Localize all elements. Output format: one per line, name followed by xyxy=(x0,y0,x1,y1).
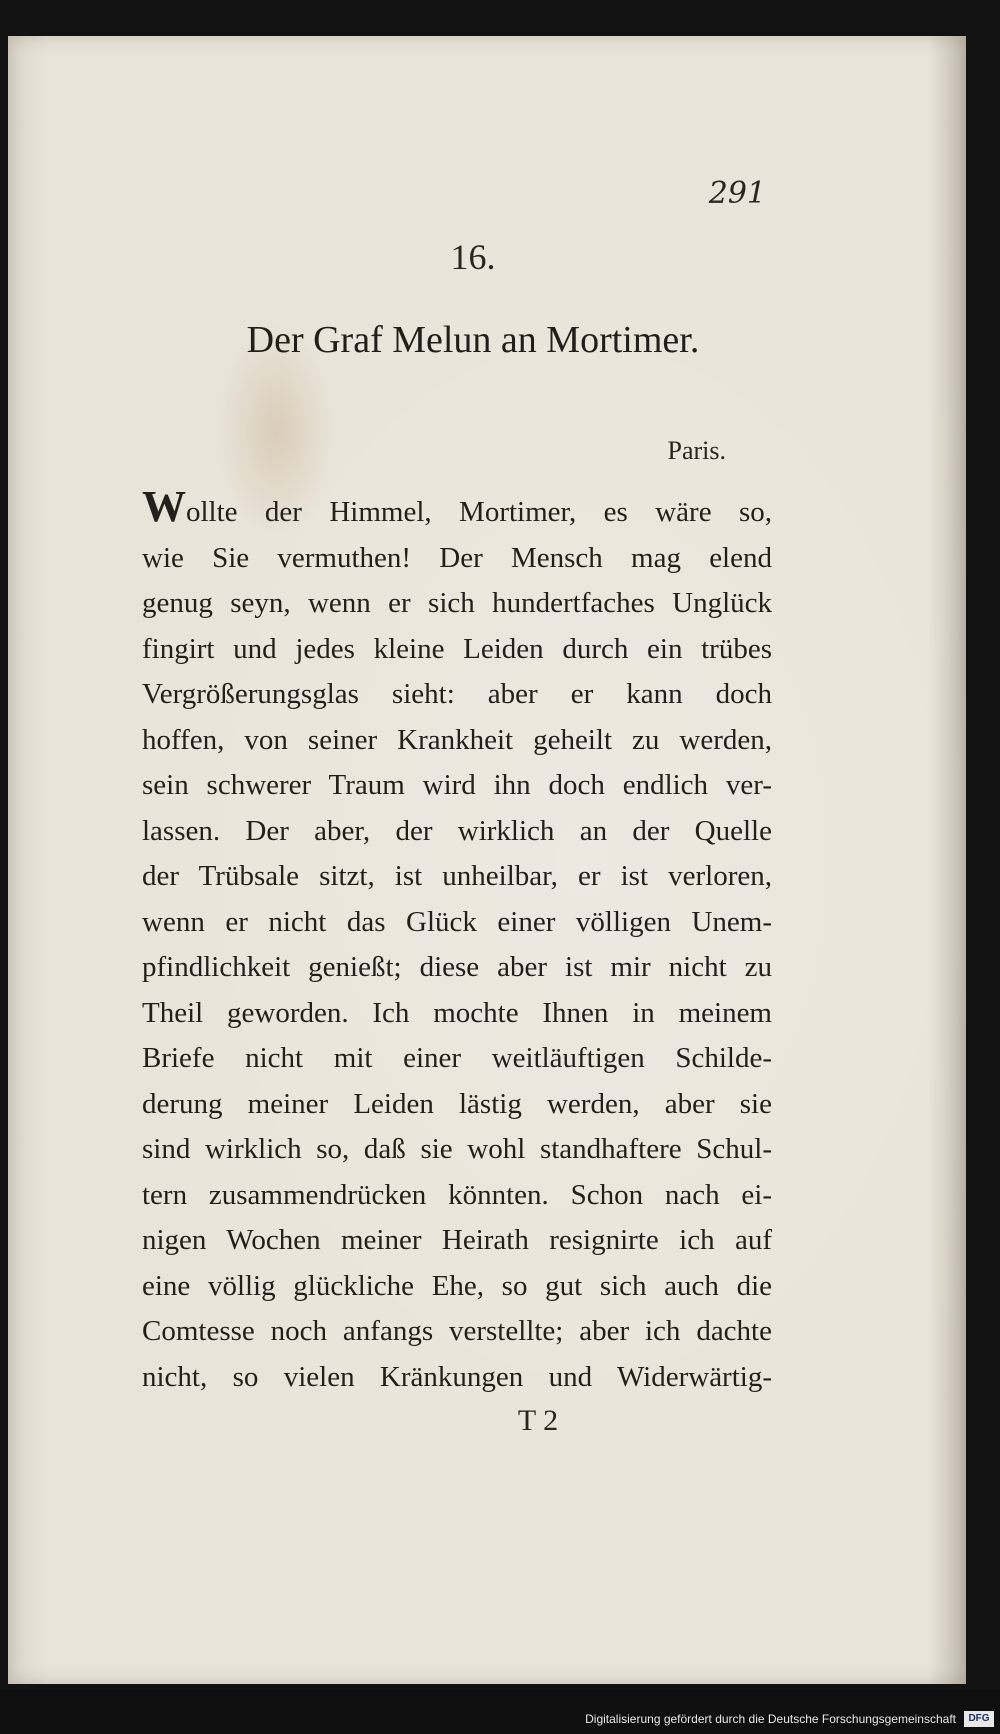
text-line: tern zusammendrücken könnten. Schon nach ei- xyxy=(142,1178,772,1211)
text-line: nigen Wochen meiner Heirath resignirte ich auf xyxy=(142,1224,772,1256)
text-line: Vergrößerungsglas sieht: aber er kann doch xyxy=(142,678,772,710)
text-line: pfindlichkeit genießt; diese aber ist mir nicht zu xyxy=(142,951,772,983)
text-line-content: ollte der Himmel, Mortimer, es wäre so, xyxy=(186,496,772,528)
text-line: Briefe nicht mit einer weitläuftigen Schilde- xyxy=(142,1042,772,1074)
text-line: der Trübsale sitzt, ist unheilbar, er ist verloren, xyxy=(142,860,772,892)
text-line: Comtesse noch anfangs verstellte; aber ich dachte xyxy=(142,1315,772,1347)
text-line: fingirt und jedes kleine Leiden durch ein trübes xyxy=(142,632,772,665)
text-line: wenn er nicht das Glück einer völligen Unem- xyxy=(142,905,772,938)
text-line: lassen. Der aber, der wirklich an der Quelle xyxy=(142,814,772,847)
funding-credit: Digitalisierung gefördert durch die Deutsche Forschungsgemeinschaft xyxy=(585,1712,956,1726)
dfg-logo: DFG xyxy=(964,1711,994,1727)
text-line: derung meiner Leiden lästig werden, aber sie xyxy=(142,1087,772,1120)
letter-heading: Der Graf Melun an Mortimer. xyxy=(246,319,700,361)
text-line: genug seyn, wenn er sich hundertfaches Unglück xyxy=(142,587,772,619)
drop-initial: W xyxy=(142,482,186,531)
book-page xyxy=(8,36,966,1684)
text-line: sein schwerer Traum wird ihn doch endlich ver- xyxy=(142,769,772,801)
text-line: wie Sie vermuthen! Der Mensch mag elend xyxy=(142,541,772,574)
signature-mark: T 2 xyxy=(517,1404,559,1437)
letter-place: Paris. xyxy=(667,436,726,465)
text-line: nicht, so vielen Kränkungen und Widerwärtig- xyxy=(142,1360,772,1393)
text-line xyxy=(142,484,772,536)
text-line: hoffen, von seiner Krankheit geheilt zu werden, xyxy=(142,723,772,756)
page-number: 291 xyxy=(708,176,766,211)
letter-body xyxy=(142,484,772,1400)
text-line: eine völlig glückliche Ehe, so gut sich auch die xyxy=(142,1269,772,1302)
text-line: Theil geworden. Ich mochte Ihnen in meinem xyxy=(142,996,772,1029)
letter-number: 16. xyxy=(450,237,496,277)
text-line: sind wirklich so, daß sie wohl standhaftere Schul- xyxy=(142,1133,772,1165)
